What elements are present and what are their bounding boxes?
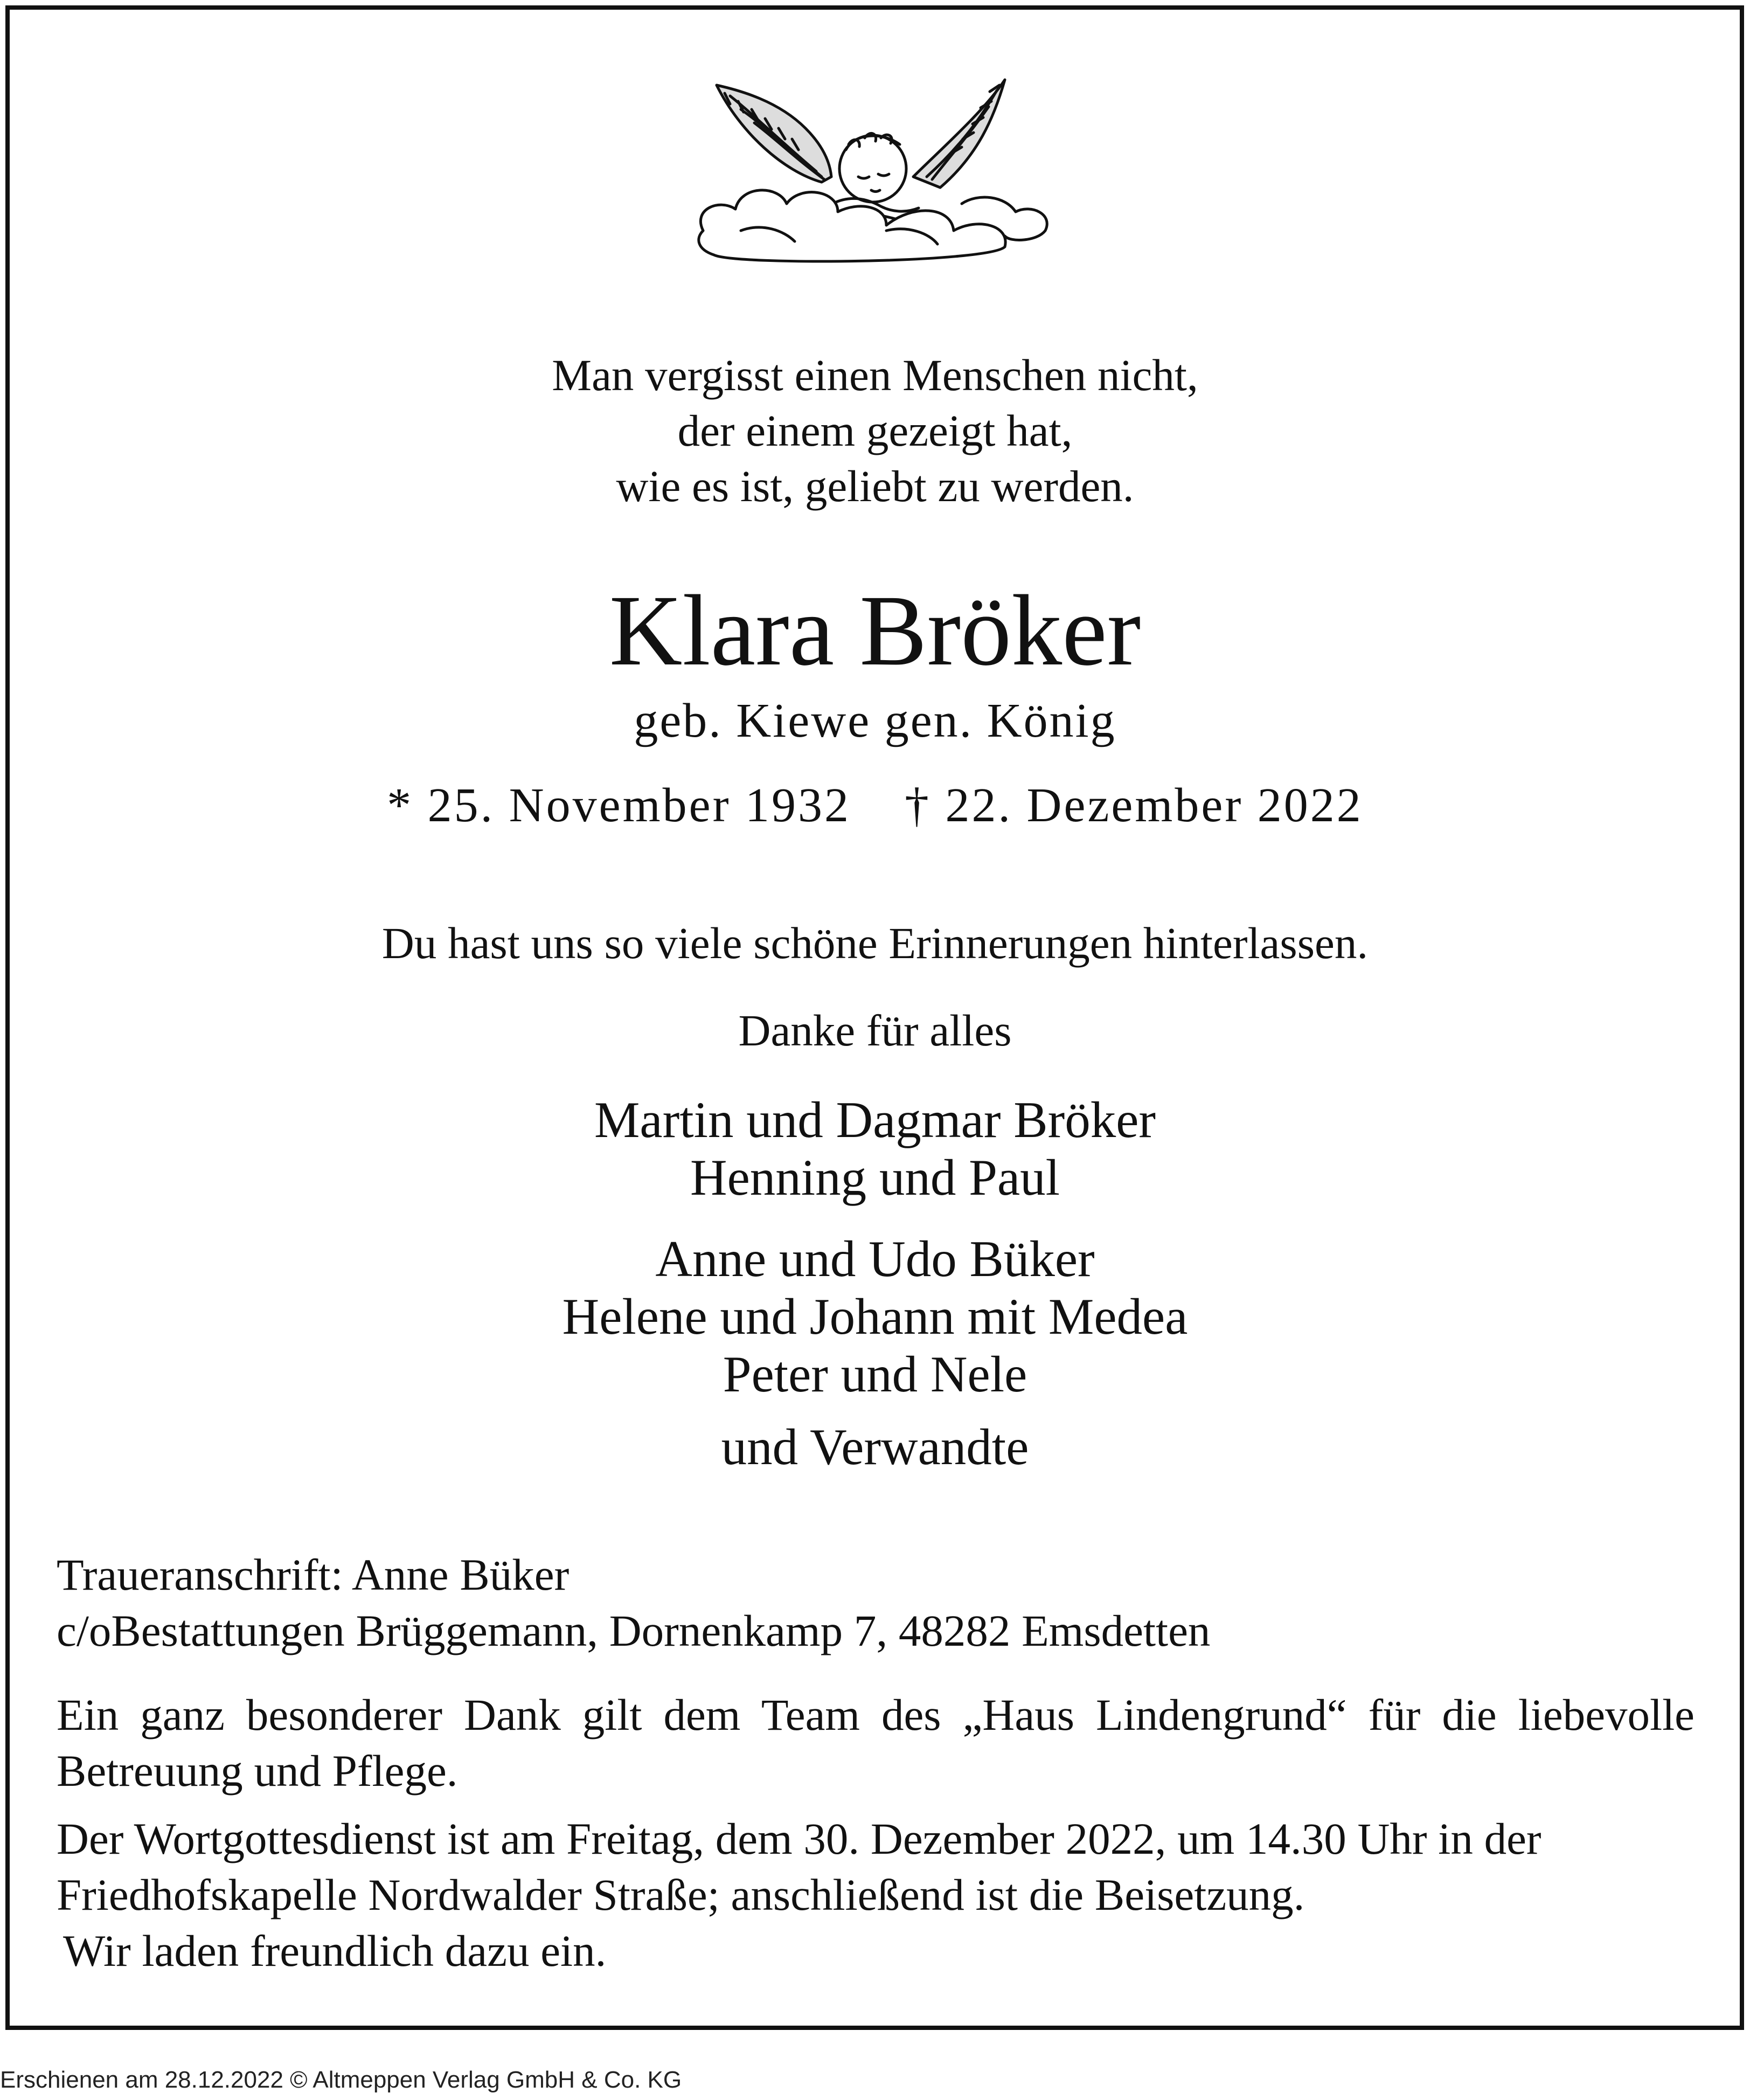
mourning-address (57, 1547, 1695, 1659)
service-line: Friedhofskapelle Nordwalder Straße; anschließend ist die Beisetzung. (57, 1870, 1305, 1919)
poem-line: der einem gezeigt hat, (677, 406, 1073, 455)
family-line: Henning und Paul (690, 1149, 1060, 1206)
service-line: Der Wortgottesdienst ist am Freitag, dem 30. Dezember 2022, um 14.30 Uhr in der (57, 1814, 1541, 1863)
poem-line: Man vergisst einen Menschen nicht, (552, 350, 1198, 400)
family-line: Helene und Johann mit Medea (562, 1288, 1188, 1345)
service-info (57, 1811, 1695, 1979)
address-line: c/oBestattungen Brüggemann, Dornenkamp 7, 48282 Emsdetten (57, 1606, 1211, 1655)
birth-name: geb. Kiewe gen. König (634, 694, 1116, 747)
family-group-1 (0, 1091, 1750, 1207)
address-line: Traueranschrift: Anne Büker (57, 1550, 570, 1599)
family-line: Peter und Nele (723, 1346, 1027, 1403)
memory-line: Du hast uns so viele schöne Erinnerungen hinterlassen. (381, 918, 1369, 968)
thanks-line: Danke für alles (738, 1006, 1012, 1055)
family-group-2 (0, 1230, 1750, 1403)
service-line: Wir laden freundlich dazu ein. (63, 1926, 607, 1976)
special-thanks: Ein ganz besonderer Dank gilt dem Team des „Haus Lindengrund“ für die liebevolle Betreuung und Pflege. (57, 1690, 1695, 1796)
publication-footer: Erschienen am 28.12.2022 © Altmeppen Verlag GmbH & Co. KG (0, 2067, 682, 2093)
deceased-name: Klara Bröker (609, 574, 1141, 687)
angel-on-cloud-icon (660, 69, 1091, 268)
birth-date: * 25. November 1932 (387, 779, 851, 832)
family-line: Martin und Dagmar Bröker (594, 1091, 1156, 1148)
family-line: Anne und Udo Büker (655, 1230, 1095, 1287)
death-date: † 22. Dezember 2022 (905, 779, 1363, 832)
poem-line: wie es ist, geliebt zu werden. (616, 461, 1134, 511)
relatives-line: und Verwandte (721, 1418, 1029, 1475)
life-dates (0, 776, 1750, 835)
poem (0, 348, 1750, 514)
